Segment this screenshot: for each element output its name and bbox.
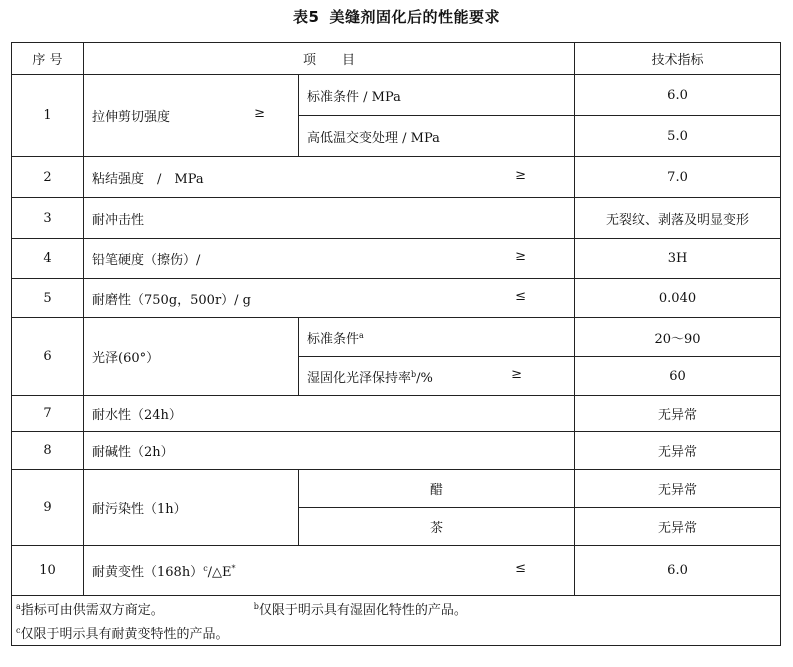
header-row xyxy=(12,43,781,75)
table-caption: 美缝剂固化后的性能要求 xyxy=(329,8,500,26)
row-value: 无裂纹、剥落及明显变形 xyxy=(575,198,781,239)
row-item xyxy=(84,157,575,198)
table-number: 表5 xyxy=(293,8,320,26)
table-row xyxy=(12,198,781,239)
table-row xyxy=(12,157,781,198)
row-item xyxy=(84,75,299,157)
comparison-symbol: ≤ xyxy=(515,561,527,576)
table-row xyxy=(12,546,781,596)
row-value: 6.0 xyxy=(575,546,781,596)
sub-condition: 湿固化光泽保持率$^b$/% ≥ xyxy=(299,357,575,396)
row-value: 0.040 xyxy=(575,279,781,318)
row-number: 4 xyxy=(12,239,84,279)
row-item: 耐污染性（1h） xyxy=(84,470,299,546)
table-row xyxy=(12,318,781,357)
table-row xyxy=(12,432,781,470)
row-item: 光泽(60°） xyxy=(84,318,299,396)
row-item: 耐水性（24h） xyxy=(84,396,575,432)
footnote-mark: b xyxy=(411,369,417,379)
item-label: 粘结强度 / MPa xyxy=(92,171,204,187)
table-row xyxy=(12,470,781,508)
row-item: 耐黄变性$(168h)^c/\triangle E^*$ ≤ xyxy=(84,546,575,596)
comparison-symbol: ≥ xyxy=(254,106,265,121)
row-value: 无异常 xyxy=(575,432,781,470)
row-value: 60 xyxy=(575,357,781,396)
header-seq: 序 号 xyxy=(12,43,84,75)
table-row xyxy=(12,396,781,432)
row-value: 无异常 xyxy=(575,508,781,546)
sub-condition: 标准条件 / MPa xyxy=(299,75,575,116)
sub-condition: 高低温交变处理 / MPa xyxy=(299,116,575,157)
item-label: 拉伸剪切强度 xyxy=(92,110,171,125)
row-item xyxy=(84,279,575,318)
table-title xyxy=(0,6,793,27)
row-value: 5.0 xyxy=(575,116,781,157)
comparison-symbol: ≥ xyxy=(515,249,527,264)
comparison-symbol: ≥ xyxy=(515,167,527,183)
footnote-c-cell: $^c$仅限于明示具有耐黄变特性的产品。 xyxy=(12,621,781,646)
item-label: 铅笔硬度（擦伤）/ xyxy=(92,253,201,268)
footnote-a: 指标可由供需双方商定。 xyxy=(20,602,164,618)
row-item: 耐冲击性 xyxy=(84,198,575,239)
row-number: 9 xyxy=(12,470,84,546)
row-value: 20～90 xyxy=(575,318,781,357)
footnote-row xyxy=(12,596,781,621)
row-item xyxy=(84,239,575,279)
row-number: 1 xyxy=(12,75,84,157)
footnote-ab: $^a$指标可由供需双方商定。 $^b$仅限于明示具有湿固化特性的产品。 xyxy=(12,596,781,621)
row-value: 无异常 xyxy=(575,396,781,432)
footnote-mark: c xyxy=(203,564,208,573)
row-number: 2 xyxy=(12,157,84,198)
comparison-symbol: ≤ xyxy=(515,288,527,304)
row-value: 7.0 xyxy=(575,157,781,198)
footnote-b: 仅限于明示具有湿固化特性的产品。 xyxy=(258,602,467,618)
row-value: 6.0 xyxy=(575,75,781,116)
table-row xyxy=(12,239,781,279)
header-item: 项 目 xyxy=(84,43,575,75)
row-number: 6 xyxy=(12,318,84,396)
item-label: 耐磨性（750g，500r）/ g xyxy=(92,292,251,308)
row-number: 10 xyxy=(12,546,84,596)
table-row xyxy=(12,279,781,318)
footnote-mark: a xyxy=(359,330,364,340)
row-value: 无异常 xyxy=(575,470,781,508)
row-number: 5 xyxy=(12,279,84,318)
header-index: 技术指标 xyxy=(575,43,781,75)
row-item: 耐碱性（2h） xyxy=(84,432,575,470)
sub-condition: 标准条件$^a$ xyxy=(299,318,575,357)
performance-table xyxy=(11,42,781,646)
sub-condition: 醋 xyxy=(299,470,575,508)
table-row xyxy=(12,75,781,116)
row-number: 7 xyxy=(12,396,84,432)
footnote-row xyxy=(12,621,781,646)
row-number: 3 xyxy=(12,198,84,239)
footnote-c: 仅限于明示具有耐黄变特性的产品。 xyxy=(20,627,229,643)
sub-condition: 茶 xyxy=(299,508,575,546)
comparison-symbol: ≥ xyxy=(511,366,523,382)
row-number: 8 xyxy=(12,432,84,470)
row-value: 3H xyxy=(575,239,781,279)
